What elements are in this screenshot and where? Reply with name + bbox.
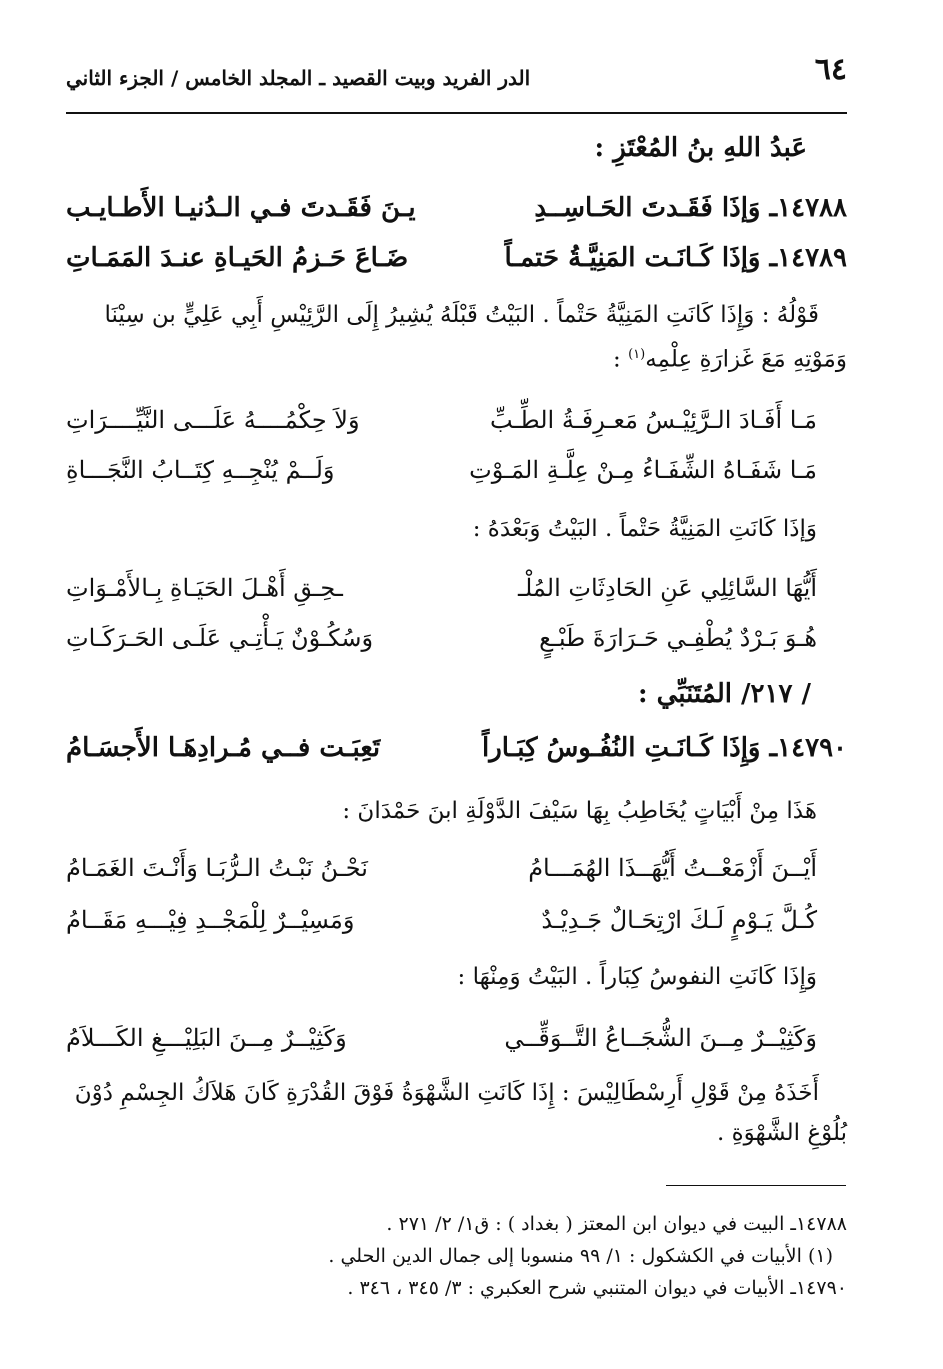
commentary-line: وَمَوْتِهِ مَعَ غَزارَةِ عِلْمِه$^{(١)}$ :	[613, 346, 847, 373]
commentary-line: قَوْلُهُ : وَإِذَا كَانَتِ المَنِيَّةُ حَتْماً . البَيْتُ قَبْلَهُ يُشِيرُ إِلَى الرَّئِيْسِ أَبِي عَلِيٍّ بن سِيْنَا	[104, 302, 819, 328]
verse-hemistich-1: أَيْــنَ أَزْمَعْــتُ أَيُّهَــذَا الهُمَـــامُ	[528, 854, 817, 882]
verse-number: ١٤٧٨٨ـ	[769, 193, 847, 223]
commentary-line: وَإِذَا كَانَتِ النفوسُ كِبَاراً . البَيْتُ وَمِنْهَا :	[457, 964, 817, 990]
page-header	[66, 52, 847, 102]
verse-hemistich-2: يـنَ فَقَـدتَ فـي الـدُنيـا الأَطـايـب	[66, 193, 416, 223]
poet-heading: / ٢١٧/ المُتَنَبِّي :	[637, 679, 811, 709]
verse-hemistich-2: وَكَثِيْــرٌ مِــنَ البَلِيْـــغِ الكَـــلاَمُ	[66, 1024, 347, 1052]
footnote-marker: (١)	[628, 347, 646, 362]
verse-hemistich-2: وَلاَ حِكْمُــــهُ عَلَـــى النَّيِّــــرَاتِ	[66, 406, 360, 434]
verse-hemistich-2: تَعِبَـت فــي مُـرادِهَـا الأَجسَـامُ	[66, 733, 381, 763]
verse-hemistich-1: وَكَثِيْــرٌ مِــنَ الشُّجَــاعُ التَّــوَقِّــي	[504, 1024, 817, 1052]
footnote: ١٤٧٩٠ـ الأبيات في ديوان المتنبي شرح العكبري : ٣/ ٣٤٥ ، ٣٤٦ .	[347, 1277, 847, 1299]
verse-hemistich-2: وَمَسِيْــرٌ لِلْمَجْــدِ فِيْـــهِ مَقَــامُ	[66, 906, 355, 934]
verse-number: ١٤٧٩٠ـ	[769, 733, 847, 763]
commentary-line: أَخَذَهُ مِنْ قَوْلِ أَرِسْطَالِيْسَ : إِذَا كَانَتِ الشَّهْوَةُ فَوْقَ القُدْرَةِ كَانَ هَلاَكُ الجِسْمِ دُوْنَ	[74, 1080, 819, 1106]
verse-hemistich-1: كُـلَّ يَـوْمٍ لَـكَ ارْتِحَـالٌ جَـدِيْـدٌ	[541, 906, 817, 934]
poet-heading: عَبدُ اللهِ بنُ المُعْتَزِ :	[594, 133, 807, 163]
verse-hemistich-2: نَحْـنُ نَبْـتُ الـرُّبَـا وَأَنْـتَ الغَمَـامُ	[66, 854, 368, 882]
running-title: الدر الفريد وبيت القصيد ـ المجلد الخامس / الجزء الثاني	[66, 66, 531, 90]
verse-hemistich-1: أَيُّهَا السَّائِلِي عَنِ الحَادِثَاتِ المُلْـ	[517, 574, 817, 602]
verse-hemistich-1: ١٤٧٨٨ـ وَإذَا فَقَـدتَ الحَـاسِــدِ	[534, 193, 847, 223]
verse-hemistich-2: وَلَــمْ يُنْجِــهِ كِتَــابُ النَّجَـــاةِ	[66, 456, 335, 484]
footnote: ١٤٧٨٨ـ البيت في ديوان ابن المعتز ( بغداد ) : ق١/ ٢/ ٢٧١ .	[386, 1213, 847, 1235]
verse-hemistich-1: مَـا شَفَـاهُ الشِّفَـاءُ مِـنْ عِلَّـةِ المَـوْتِ	[469, 456, 817, 484]
verse-hemistich-1: هُـوَ بَـرْدٌ يُطْفِـي حَـرَارَةَ طَبْـعٍ	[539, 624, 817, 652]
commentary-paragraph	[66, 296, 847, 376]
footnote-divider	[666, 1185, 846, 1186]
commentary-line: بُلُوْغِ الشَّهْوَةِ .	[716, 1120, 847, 1146]
verse-hemistich-1: ١٤٧٨٩ـ وَإذَا كَـانَـت المَنِيَّـةُ حَتمـاً	[504, 243, 847, 273]
verse-hemistich-1: مَـا أَفَـادَ الـرَّئِيْـسُ مَعـرِفَـةُ الطِّـبِّ	[489, 406, 817, 434]
header-divider	[66, 112, 847, 114]
verse-hemistich-1: ١٤٧٩٠ـ وَإِذَا كَـانَـتِ النُفُـوسُ كِبَـاراً	[481, 733, 847, 763]
commentary-line: وَإذَا كَانَتِ المَنِيَّةُ حَتْماً . البَيْتُ وَبَعْدَهُ :	[472, 516, 817, 542]
commentary-paragraph	[66, 1074, 847, 1154]
verse-hemistich-2: ـحِـقِ أَهْـلَ الحَيَـاةِ بِـالأَمْـوَاتِ	[66, 574, 343, 602]
commentary-line: هَذَا مِنْ أَبْيَاتٍ يُخَاطِبُ بِهَا سَيْفَ الدَّوْلَةِ ابنَ حَمْدَانَ :	[342, 798, 817, 824]
verse-hemistich-2: وَسُكُـوْنٌ يَـأْتِـي عَلَـى الحَـرَكَـاتِ	[66, 624, 374, 652]
verse-number: ١٤٧٨٩ـ	[769, 243, 847, 273]
footnote: (١) الأبيات في الكشكول : ١/ ٩٩ منسوبا إلى جمال الدين الحلي .	[328, 1245, 833, 1267]
page-number: ٦٤	[814, 52, 847, 87]
verse-hemistich-2: ضَـاعَ حَـزمُ الحَيـاةِ عنـدَ المَمَـاتِ	[66, 243, 409, 273]
